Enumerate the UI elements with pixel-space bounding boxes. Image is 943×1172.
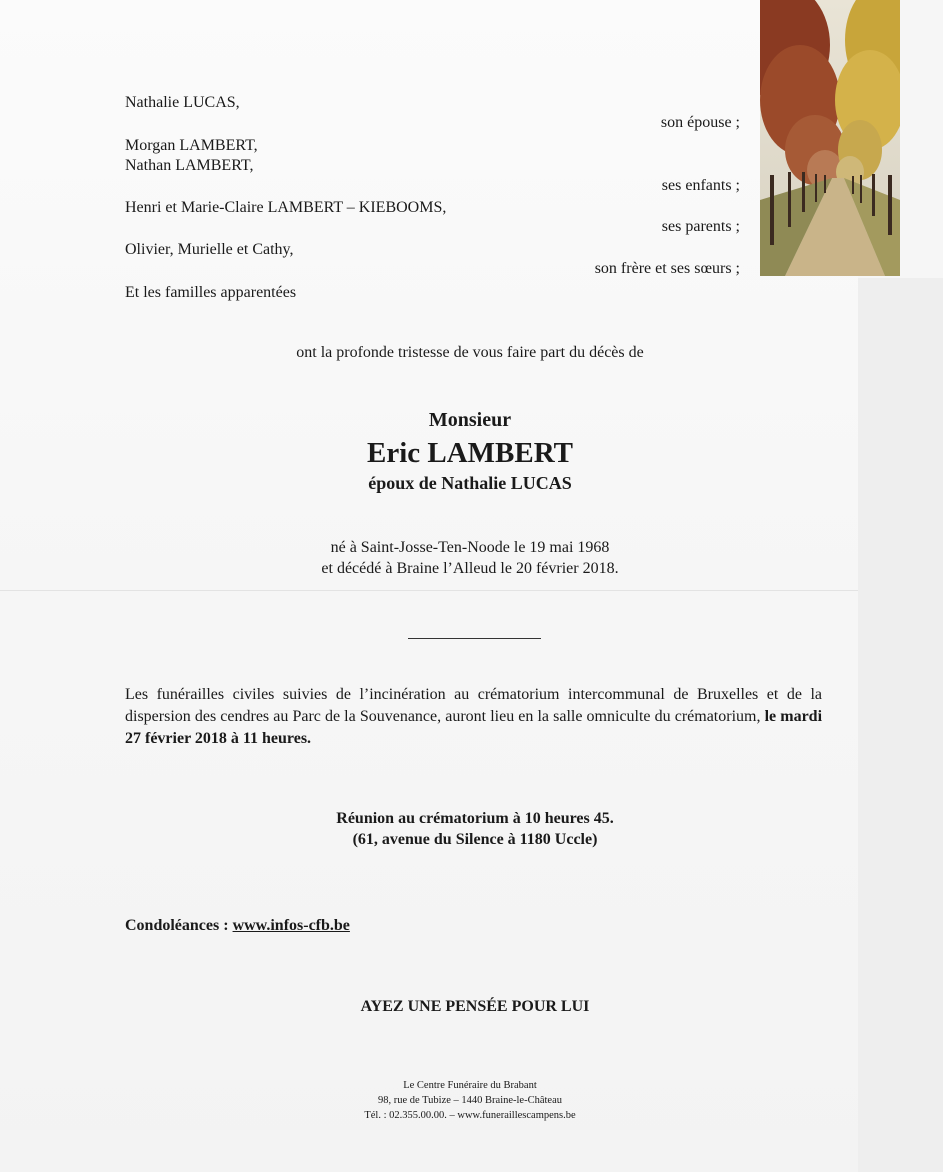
funeral-home-contact: Tél. : 02.355.00.00. – www.funeraillescampens.be <box>364 1110 576 1121</box>
divider <box>408 638 541 639</box>
siblings-name: Olivier, Murielle et Cathy, <box>125 241 294 258</box>
parents-relation: ses parents ; <box>661 218 740 235</box>
funeral-home-name: Le Centre Funéraire du Brabant <box>403 1080 537 1091</box>
funeral-date: le mardi 27 février 2018 à 11 heures. <box>125 708 823 747</box>
meeting-address: (61, avenue du Silence à 1180 Uccle) <box>352 831 598 848</box>
child-name: Nathan LAMBERT, <box>125 157 254 174</box>
child-name: Morgan LAMBERT, <box>125 137 258 154</box>
condolences-label: Condoléances : <box>125 917 229 934</box>
funeral-paragraph <box>125 684 822 750</box>
birth-line: né à Saint-Josse-Ten-Noode le 19 mai 1968 <box>330 539 610 556</box>
spouse-relation: son épouse ; <box>660 114 740 131</box>
meeting-line: Réunion au crématorium à 10 heures 45. <box>336 810 614 827</box>
closing-line: AYEZ UNE PENSÉE POUR LUI <box>360 998 590 1015</box>
funeral-text: Les funérailles civiles suivies de l’incinération au crématorium intercommunal de Bruxelles et de la dispersion des cendres au Parc de la Souvenance, auront lieu en la salle omniculte du crématorium, <box>125 686 822 725</box>
page-edge <box>858 278 943 1172</box>
children-relation: ses enfants ; <box>661 177 740 194</box>
relatives-line: Et les familles apparentées <box>125 284 297 301</box>
spouse-name: Nathalie LUCAS, <box>125 94 240 111</box>
deceased-name: Eric LAMBERT <box>366 437 573 469</box>
deceased-spouse-line: époux de Nathalie LUCAS <box>368 473 572 493</box>
autumn-trees-image <box>760 0 900 276</box>
funeral-home-address: 98, rue de Tubize – 1440 Braine-le-Château <box>378 1095 562 1106</box>
condolences-line <box>125 916 350 936</box>
announcement-line: ont la profonde tristesse de vous faire part du décès de <box>296 344 644 361</box>
parents-name: Henri et Marie-Claire LAMBERT – KIEBOOMS, <box>125 199 447 216</box>
death-line: et décédé à Braine l’Alleud le 20 février 2018. <box>321 560 619 577</box>
deceased-title: Monsieur <box>428 409 512 431</box>
siblings-relation: son frère et ses sœurs ; <box>594 260 740 277</box>
condolences-link[interactable]: www.infos-cfb.be <box>232 917 350 934</box>
